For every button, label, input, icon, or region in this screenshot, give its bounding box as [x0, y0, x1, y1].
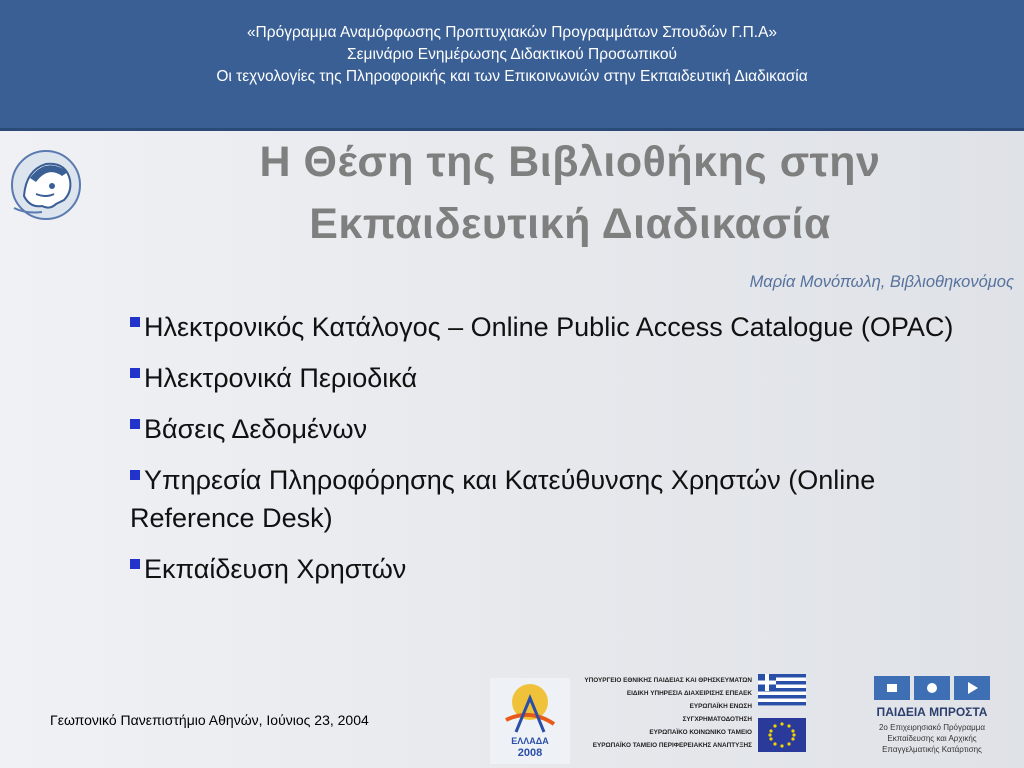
greek-flag-icon: [758, 674, 806, 706]
ministry-line: ΕΥΡΩΠΑΪΚΟ ΤΑΜΕΙΟ ΠΕΡΙΦΕΡΕΙΑΚΗΣ ΑΝΑΠΤΥΞΗΣ: [592, 742, 752, 749]
athena-head-logo: [6, 148, 86, 222]
square-bullet-icon: [130, 559, 140, 569]
square-bullet-icon: [130, 419, 140, 429]
author-credit: Μαρία Μονόπωλη, Βιβλιοθηκονόμος: [749, 273, 1014, 291]
paideia-line: Εκπαίδευσης και Αρχικής: [887, 734, 977, 743]
bullet-text: Ηλεκτρονικός Κατάλογος – Online Public Access Catalogue (OPAC): [144, 312, 954, 342]
sponsor-logos: [486, 668, 1006, 768]
bullet-opac: [130, 308, 990, 346]
ministry-line: ΕΥΡΩΠΑΪΚΗ ΕΝΩΣΗ: [689, 703, 752, 710]
bullet-list: [130, 308, 990, 601]
ministry-line: ΣΥΓΧΡΗΜΑΤΟΔΟΤΗΣΗ: [682, 716, 752, 723]
bullet-text: Ηλεκτρονικά Περιοδικά: [144, 363, 418, 393]
paideia-mprosta-logo: [874, 676, 990, 754]
paideia-line: 2ο Επιχειρησιακό Πρόγραμμα: [878, 723, 986, 732]
footer-text: Γεωπονικό Πανεπιστήμιο Αθηνών, Ιούνιος 23, 2004: [50, 712, 369, 728]
bullet-ejournals: [130, 359, 990, 397]
square-bullet-icon: [130, 470, 140, 480]
paideia-line: Επαγγελματικής Κατάρτισης: [882, 745, 982, 754]
ministry-line: ΕΥΡΩΠΑΪΚΟ ΚΟΙΝΩΝΙΚΟ ΤΑΜΕΙΟ: [649, 729, 752, 736]
slide-title: [120, 131, 1020, 255]
banner-program-title: «Πρόγραμμα Αναμόρφωσης Προπτυχιακών Προγραμμάτων Σπουδών Γ.Π.Α»: [246, 24, 778, 41]
bullet-user-training: [130, 550, 990, 588]
hellas-text: ΕΛΛΑΔΑ: [511, 736, 549, 746]
hellas-2008-logo: [490, 678, 570, 764]
square-bullet-icon: [130, 368, 140, 378]
bullet-databases: [130, 410, 990, 448]
banner-seminar-title: Σεμινάριο Ενημέρωσης Διδακτικού Προσωπικού: [347, 46, 677, 63]
ministry-line: ΥΠΟΥΡΓΕΙΟ ΕΘΝΙΚΗΣ ΠΑΙΔΕΙΑΣ ΚΑΙ ΘΡΗΣΚΕΥΜΑΤΩΝ: [584, 677, 752, 684]
ministry-line: ΕΙΔΙΚΗ ΥΠΗΡΕΣΙΑ ΔΙΑΧΕΙΡΙΣΗΣ ΕΠΕΑΕΚ: [626, 690, 752, 697]
header-banner: [0, 0, 1024, 131]
bullet-text: Βάσεις Δεδομένων: [144, 414, 368, 444]
square-bullet-icon: [130, 317, 140, 327]
bullet-text: Υπηρεσία Πληροφόρησης και Κατεύθυνσης Χρηστών (Online Reference Desk): [130, 465, 876, 533]
ministry-text-block: [584, 677, 752, 749]
hellas-year: 2008: [517, 747, 543, 759]
slide-title-line-1: Η Θέση της Βιβλιοθήκης στην: [259, 138, 881, 186]
paideia-title: ΠΑΙΔΕΙΑ ΜΠΡΟΣΤΑ: [876, 705, 988, 719]
slide-title-line-2: Εκπαιδευτική Διαδικασία: [309, 200, 831, 248]
bullet-reference-desk: [130, 461, 990, 537]
eu-flag-icon: [758, 718, 806, 752]
bullet-text: Εκπαίδευση Χρηστών: [144, 554, 407, 584]
banner-topic-title: Οι τεχνολογίες της Πληροφορικής και των Επικοινωνιών στην Εκπαιδευτική Διαδικασία: [216, 68, 808, 85]
